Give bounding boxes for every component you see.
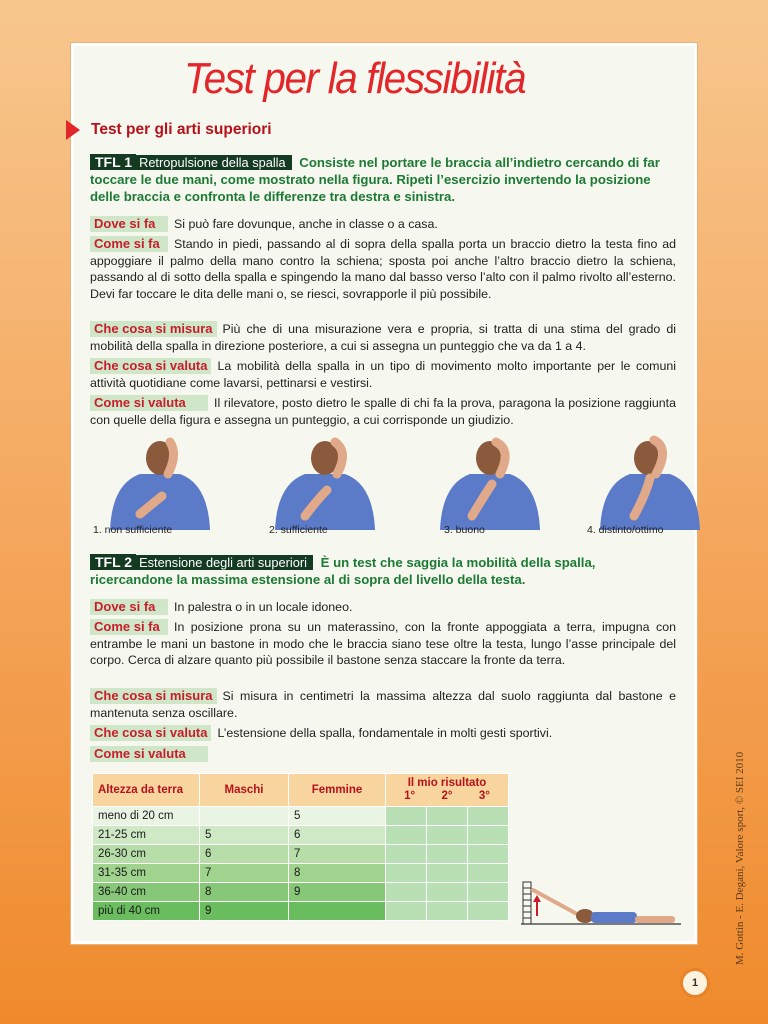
label-dove: Dove si fa — [90, 216, 168, 232]
text-misura: Più che di una misurazione vera e propria, si tratta di una stima del grado di mobilità della spalla in direzione posteriore, a cui si assegna un punteggio che va da 1 a 4. — [90, 322, 676, 353]
result-cell-1[interactable] — [386, 826, 427, 845]
tfl1-item-where — [90, 216, 676, 233]
label-misura: Che cosa si misura — [90, 321, 217, 337]
figure-2-caption: 2. sufficiente — [269, 524, 328, 536]
result-cell-1[interactable] — [386, 864, 427, 883]
text-come-2: In posizione prona su un materassino, con la fronte appoggiata a terra, impugna con entrambe le mani un bastone in modo che le braccia siano tese oltre la testa, lungo l’asse principale del corpo. Cerca di alzare quanto più possibile il bastone senza staccare la fronte da terra. — [90, 620, 676, 667]
tfl2-intro-text: È un test che saggia la mobilità della spalla, ricercandone la massima estensione al di sopra del livello della testa. — [90, 555, 596, 587]
cell-height: meno di 20 cm — [93, 807, 200, 826]
tfl2-item-where — [90, 599, 676, 616]
label-dove-2: Dove si fa — [90, 599, 168, 615]
result-col-3: 3° — [478, 790, 490, 802]
cell-height: 31-35 cm — [93, 864, 200, 883]
result-cell-1[interactable] — [386, 902, 427, 921]
result-cell-2[interactable] — [427, 845, 468, 864]
page-number: 1 — [680, 968, 710, 998]
figure-4-caption: 4. distinto/ottimo — [587, 524, 664, 536]
cell-height: più di 40 cm — [93, 902, 200, 921]
cell-males: 7 — [200, 864, 289, 883]
label-valuta: Che cosa si valuta — [90, 358, 211, 374]
cell-height: 26-30 cm — [93, 845, 200, 864]
label-come-valuta: Come si valuta — [90, 395, 208, 411]
label-come: Come si fa — [90, 236, 168, 252]
section-heading — [74, 120, 272, 140]
table-row — [93, 826, 509, 845]
result-cell-2[interactable] — [427, 902, 468, 921]
table-row — [93, 845, 509, 864]
page-title: Test per la flessibilità — [184, 54, 526, 103]
header-my-result-label: Il mio risultato — [407, 777, 487, 789]
cell-males: 8 — [200, 883, 289, 902]
result-col-2: 2° — [441, 790, 453, 802]
result-cell-1[interactable] — [386, 845, 427, 864]
result-cell-3[interactable] — [468, 864, 509, 883]
triangle-marker-icon — [66, 120, 80, 140]
result-cell-2[interactable] — [427, 826, 468, 845]
tfl1-item-measure — [90, 321, 676, 354]
table-header-row — [93, 774, 509, 807]
cell-height: 21-25 cm — [93, 826, 200, 845]
figure-2-illustration — [265, 434, 385, 530]
result-cell-1[interactable] — [386, 883, 427, 902]
score-table — [92, 773, 509, 921]
label-misura-2: Che cosa si misura — [90, 688, 217, 704]
cell-females — [289, 902, 386, 921]
table-row — [93, 883, 509, 902]
tfl2-name: Estensione degli arti superiori — [136, 555, 313, 570]
tfl2-item-evaluate — [90, 725, 676, 742]
result-cell-3[interactable] — [468, 826, 509, 845]
tfl1-item-evaluate — [90, 358, 676, 391]
result-cell-1[interactable] — [386, 807, 427, 826]
text-valuta-2: L’estensione della spalla, fondamentale in molti gesti sportivi. — [217, 726, 553, 740]
cell-males: 5 — [200, 826, 289, 845]
result-cell-3[interactable] — [468, 807, 509, 826]
figure-3-illustration — [430, 434, 550, 530]
page-sheet — [71, 43, 697, 944]
label-come-valuta-2: Come si valuta — [90, 746, 208, 762]
text-misura-2: Si misura in centimetri la massima altezza dal suolo raggiunta dal bastone e mantenuta senza oscillare. — [90, 689, 676, 720]
tfl2-item-how — [90, 619, 676, 669]
cell-height: 36-40 cm — [93, 883, 200, 902]
result-cell-2[interactable] — [427, 807, 468, 826]
table-row — [93, 807, 509, 826]
text-dove-2: In palestra o in un locale idoneo. — [174, 600, 353, 614]
result-cell-2[interactable] — [427, 883, 468, 902]
cell-females: 5 — [289, 807, 386, 826]
tfl2-item-score — [90, 746, 676, 763]
text-come-valuta: Il rilevatore, posto dietro le spalle di chi fa la prova, paragona la posizione raggiunta con quelle della figura e assegna un punteggio, a cui corrisponde un giudizio. — [90, 396, 676, 427]
tfl1-intro — [90, 154, 678, 205]
cell-females: 8 — [289, 864, 386, 883]
tfl1-item-score — [90, 395, 676, 428]
result-cell-3[interactable] — [468, 902, 509, 921]
table-row — [93, 902, 509, 921]
text-come: Stando in piedi, passando al di sopra della spalla porta un braccio dietro la testa fino ad appoggiare il palmo della mano contro la schiena; sposta poi anche l’altro braccio dietro la schiena, passando al di sotto della spalla e spingendo la mano dal basso verso l’alto con il palmo rivolto all’esterno. Devi far toccare le dita delle mani o, se riesci, sovrapporle il più possibile. — [90, 237, 676, 301]
prone-extension-illustration — [517, 878, 683, 928]
text-valuta: La mobilità della spalla in un tipo di movimento molto importante per le comuni attività quotidiane come lavarsi, pettinarsi e vestirsi. — [90, 359, 676, 390]
tfl1-item-how — [90, 236, 676, 302]
header-my-result — [386, 774, 509, 807]
result-columns — [391, 790, 503, 803]
book-credit: M. Gottin - E. Degani, Valore sport, © SEI 2010 — [734, 751, 746, 965]
figure-1-illustration — [100, 434, 220, 530]
figure-1-caption: 1. non sufficiente — [93, 524, 173, 536]
cell-females: 7 — [289, 845, 386, 864]
text-dove: Si può fare dovunque, anche in classe o a casa. — [174, 217, 438, 231]
tfl2-code: TFL 2 — [90, 554, 136, 570]
cell-females: 9 — [289, 883, 386, 902]
cell-females: 6 — [289, 826, 386, 845]
shoulder-figures — [90, 434, 680, 534]
section-title: Test per gli arti superiori — [91, 121, 272, 138]
header-females: Femmine — [289, 774, 386, 807]
header-males: Maschi — [200, 774, 289, 807]
result-col-1: 1° — [404, 790, 416, 802]
cell-males — [200, 807, 289, 826]
label-valuta-2: Che cosa si valuta — [90, 725, 211, 741]
label-come-2: Come si fa — [90, 619, 168, 635]
tfl1-name: Retropulsione della spalla — [136, 155, 292, 170]
table-row — [93, 864, 509, 883]
tfl1-intro-text: Consiste nel portare le braccia all’indietro cercando di far toccare le due mani, come mostrato nella figura. Ripeti l’esercizio invertendo la posizione delle braccia e confronta le differenze tra destra e sinistra. — [90, 155, 660, 204]
cell-males: 9 — [200, 902, 289, 921]
figure-3-caption: 3. buono — [444, 524, 485, 536]
tfl1-code: TFL 1 — [90, 154, 136, 170]
figure-4-illustration — [590, 434, 710, 530]
result-cell-3[interactable] — [468, 883, 509, 902]
result-cell-2[interactable] — [427, 864, 468, 883]
cell-males: 6 — [200, 845, 289, 864]
header-height: Altezza da terra — [93, 774, 200, 807]
tfl2-item-measure — [90, 688, 676, 721]
tfl2-intro — [90, 554, 678, 588]
result-cell-3[interactable] — [468, 845, 509, 864]
